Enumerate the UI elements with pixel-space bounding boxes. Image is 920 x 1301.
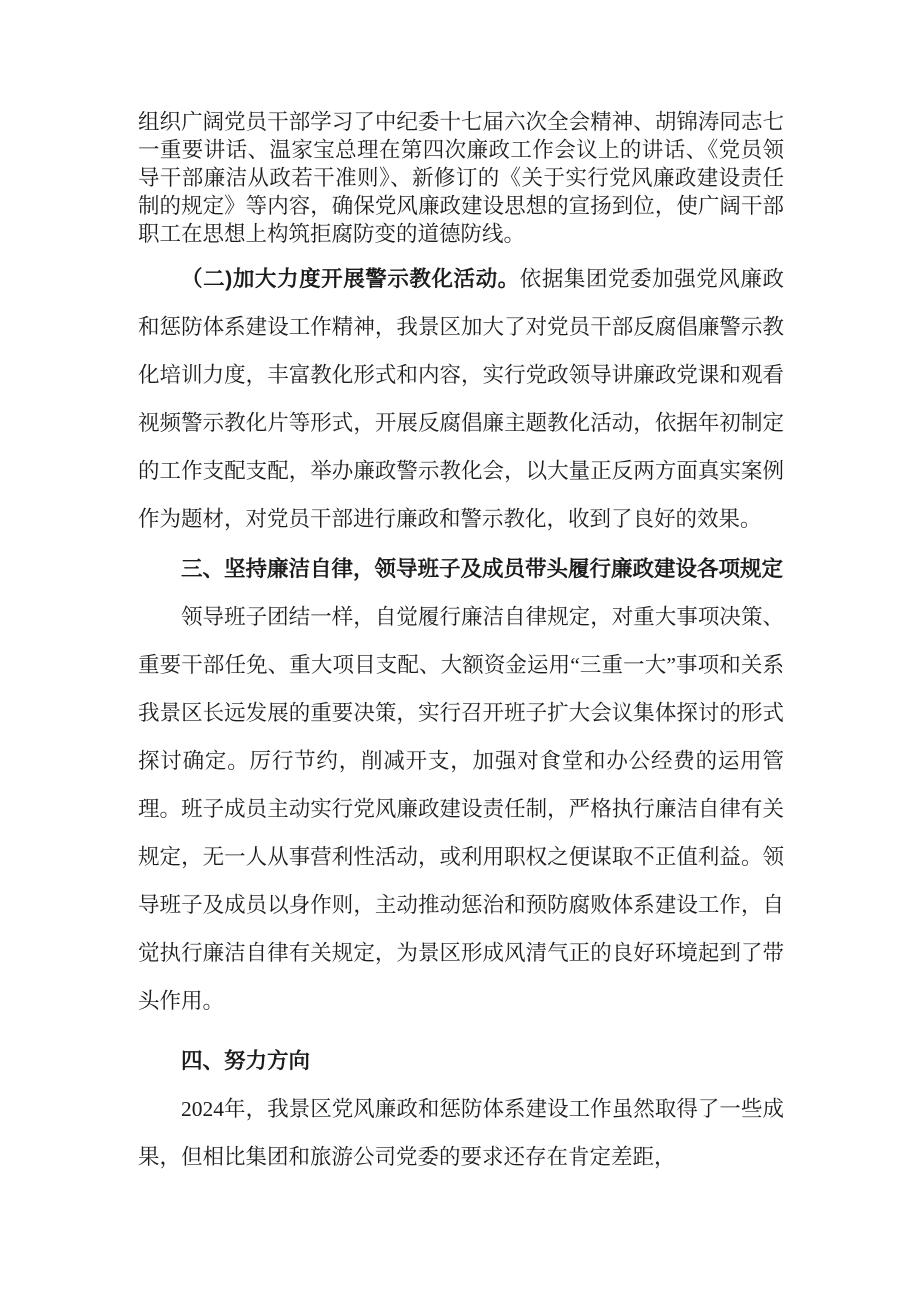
section-heading-3: 三、坚持廉洁自律，领导班子及成员带头履行廉政建设各项规定 <box>181 557 784 581</box>
document-content <box>138 108 784 1181</box>
paragraph-3-self-discipline: 领导班子团结一样，自觉履行廉洁自律规定，对重大事项决策、重要干部任免、重大项目支配、大额资金运用“三重一大”事项和关系我景区长远发展的重要决策，实行召开班子扩大会议集体探讨的形式探讨确定。厉行节约，削减开支，加强对食堂和办公经费的运用管理。班子成员主动实行党风廉政建设责任制，严格执行廉洁自律有关规定，无一人从事营利性活动，或利用职权之便谋取不正值利益。领导班子及成员以身作则，主动推动惩治和预防腐败体系建设工作，自觉执行廉洁自律有关规定，为景区形成风清气正的良好环境起到了带头作用。 <box>138 605 784 1013</box>
paragraph-4-future-direction: 2024年，我景区党风廉政和惩防体系建设工作虽然取得了一些成果，但相比集团和旅游公司党委的要求还存在肯定差距， <box>138 1097 784 1169</box>
paragraph-2-warning-education <box>138 255 784 543</box>
section-heading-4: 四、努力方向 <box>181 1049 311 1073</box>
paragraph-2-bold-lead: （二)加大力度开展警示教化活动。 <box>181 267 520 291</box>
paragraph-1-continuation: 组织广阔党员干部学习了中纪委十七届六次全会精神、胡锦涛同志七一重要讲话、温家宝总理在第四次廉政工作会议上的讲话、《党员领导干部廉洁从政若干准则》、新修订的《关于实行党风廉政建设责任制的规定》等内容，确保党风廉政建设思想的宣扬到位，使广阔干部职工在思想上构筑拒腐防变的道德防线。 <box>138 110 784 246</box>
paragraph-2-body-text: 依据集团党委加强党风廉政和惩防体系建设工作精神，我景区加大了对党员干部反腐倡廉警示教化培训力度，丰富教化形式和内容，实行党政领导讲廉政党课和观看视频警示教化片等形式，开展反腐倡廉主题教化活动，依据年初制定的工作支配支配，举办廉政警示教化会，以大量正反两方面真实案例作为题材，对党员干部进行廉政和警示教化，收到了良好的效果。 <box>138 267 784 531</box>
